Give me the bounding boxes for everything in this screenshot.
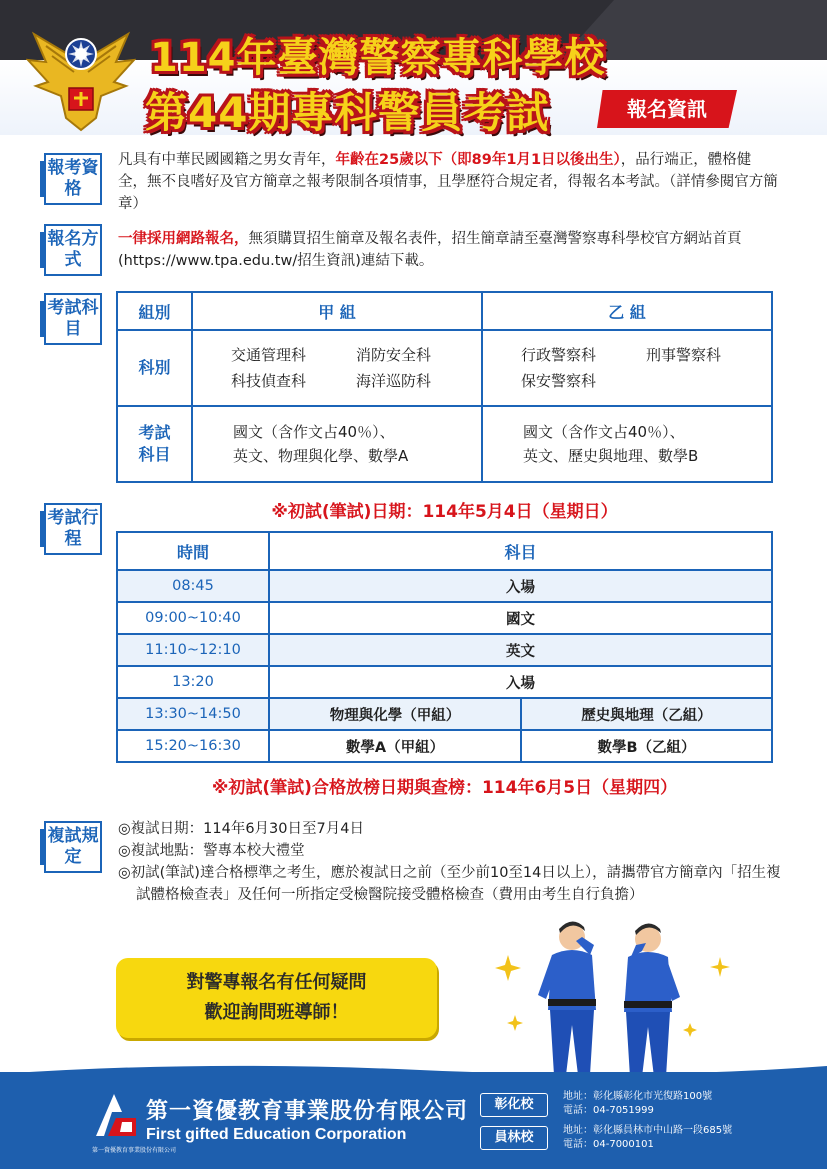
campus-address: 地址：彰化縣彰化市光復路100號 bbox=[563, 1091, 713, 1102]
police-officer-left bbox=[538, 921, 596, 1083]
title-school: 114年臺灣警察專科學校 bbox=[150, 35, 606, 81]
police-eagle-emblem-icon bbox=[26, 22, 136, 134]
label-retest: 複試規定 bbox=[44, 821, 102, 873]
registration-highlight: 一律採用網路報名， bbox=[118, 231, 249, 247]
schedule-subject-group-b: 歷史與地理（乙組） bbox=[521, 698, 772, 730]
written-exam-date: ※初試(筆試)日期：114年5月4日（星期日） bbox=[271, 502, 618, 522]
schedule-time: 13:30~14:50 bbox=[117, 698, 269, 730]
dept-item: 刑事警察科 bbox=[646, 346, 722, 364]
schedule-subject-group-a: 數學A（甲組） bbox=[269, 730, 521, 762]
table-row bbox=[117, 698, 772, 730]
eligibility-text-start: 凡具有中華民國國籍之男女青年， bbox=[118, 152, 336, 168]
registration-details: 無須購買招生簡章及報名表件，招生簡章請至臺灣警察專科學校官方網站首頁(https://www.tpa.edu.tw/招生資訊)連結下載。 bbox=[118, 231, 742, 269]
label-registration: 報名方式 bbox=[44, 224, 102, 276]
schedule-time: 13:20 bbox=[117, 666, 269, 698]
table-row bbox=[117, 730, 772, 762]
schedule-time: 11:10~12:10 bbox=[117, 634, 269, 666]
registration-text bbox=[118, 228, 778, 272]
campus-yuanlin-info bbox=[563, 1124, 732, 1152]
campus-address: 地址：彰化縣員林市中山路一段685號 bbox=[563, 1125, 733, 1136]
list-item: ◎複試日期：114年6月30日至7月4日 bbox=[118, 821, 364, 837]
dept-item: 消防安全科 bbox=[356, 346, 432, 364]
campus-phone: 電話：04-7051999 bbox=[563, 1105, 654, 1116]
eligibility-text-end: ，品行端正，體格健全，無不良嗜好及官方簡章之報考限制各項情事，且學歷符合規定者，得報名本考試。（詳情參閱官方簡章） bbox=[118, 152, 778, 212]
row-header-dept: 科別 bbox=[117, 330, 192, 406]
schedule-subject-group-a: 物理與化學（甲組） bbox=[269, 698, 521, 730]
retest-list bbox=[118, 818, 788, 906]
contact-callout bbox=[116, 958, 437, 1038]
company-name-en: First gifted Education Corporation bbox=[146, 1126, 407, 1143]
group-a-depts bbox=[192, 330, 482, 406]
schedule-subject: 入場 bbox=[269, 570, 772, 602]
company-name-zh: 第一資優教育事業股份有限公司 bbox=[146, 1099, 469, 1124]
schedule-time: 08:45 bbox=[117, 570, 269, 602]
schedule-table bbox=[116, 531, 773, 763]
table-row bbox=[117, 666, 772, 698]
group-b-depts bbox=[482, 330, 772, 406]
sparkle-icon bbox=[495, 955, 730, 1037]
campus-changhua-info bbox=[563, 1090, 712, 1118]
group-b-subjects-line1: 國文（含作文占40％）、 bbox=[523, 423, 685, 441]
row-header-exam-subjects-label: 考試科目 bbox=[138, 423, 171, 464]
schedule-time: 09:00~10:40 bbox=[117, 602, 269, 634]
eligibility-age-highlight: 年齡在25歲以下（即89年1月1日以後出生） bbox=[335, 152, 621, 168]
col-header-subject: 科目 bbox=[269, 532, 772, 570]
dept-item: 海洋巡防科 bbox=[356, 372, 432, 390]
col-header-group-a: 甲 組 bbox=[192, 292, 482, 330]
group-a-subjects bbox=[192, 406, 482, 482]
campus-changhua-label: 彰化校 bbox=[480, 1093, 548, 1117]
group-a-subjects-line1: 國文（含作文占40％）、 bbox=[233, 423, 395, 441]
schedule-subject-group-b: 數學B（乙組） bbox=[521, 730, 772, 762]
group-b-subjects-line2: 英文、歷史與地理、數學B bbox=[523, 447, 699, 465]
list-item: ◎複試地點：警專本校大禮堂 bbox=[118, 843, 305, 859]
dept-item: 行政警察科 bbox=[521, 346, 597, 364]
table-row bbox=[117, 602, 772, 634]
group-b-subjects bbox=[482, 406, 772, 482]
col-header-time: 時間 bbox=[117, 532, 269, 570]
eligibility-text bbox=[118, 149, 778, 215]
table-row bbox=[117, 570, 772, 602]
company-logo-icon bbox=[92, 1090, 138, 1144]
schedule-subject: 入場 bbox=[269, 666, 772, 698]
table-row bbox=[117, 634, 772, 666]
campus-phone: 電話：04-7000101 bbox=[563, 1139, 654, 1150]
list-item: ◎初試(筆試)達合格標準之考生，應於複試日之前（至少前10至14日以上），請攜帶官方簡章內「招生複試體格檢查表」及任何一所指定受檢醫院接受體格檢查（費用由考生自行負擔） bbox=[118, 865, 781, 903]
results-announcement-date: ※初試(筆試)合格放榜日期與查榜：114年6月5日（星期四） bbox=[211, 778, 678, 798]
dept-item: 保安警察科 bbox=[521, 372, 597, 390]
contact-line1: 對警專報名有任何疑問 bbox=[186, 972, 367, 993]
dept-item: 科技偵查科 bbox=[231, 372, 307, 390]
schedule-subject: 國文 bbox=[269, 602, 772, 634]
title-exam: 第44期專科警員考試 bbox=[145, 88, 550, 137]
contact-line2: 歡迎詢問班導師！ bbox=[204, 1002, 349, 1023]
group-a-subjects-line2: 英文、物理與化學、數學A bbox=[233, 447, 409, 465]
subjects-table bbox=[116, 291, 773, 483]
campus-yuanlin-label: 員林校 bbox=[480, 1126, 548, 1150]
col-header-group: 組別 bbox=[117, 292, 192, 330]
schedule-subject: 英文 bbox=[269, 634, 772, 666]
label-eligibility: 報考資格 bbox=[44, 153, 102, 205]
logo-caption: 第一資優教育事業股份有限公司 bbox=[92, 1147, 177, 1154]
col-header-group-b: 乙 組 bbox=[482, 292, 772, 330]
label-subjects: 考試科目 bbox=[44, 293, 102, 345]
label-schedule: 考試行程 bbox=[44, 503, 102, 555]
dept-item: 交通管理科 bbox=[231, 346, 307, 364]
badge-label: 報名資訊 bbox=[627, 97, 707, 121]
registration-info-badge bbox=[597, 90, 737, 128]
schedule-time: 15:20~16:30 bbox=[117, 730, 269, 762]
row-header-exam-subjects bbox=[117, 406, 192, 482]
